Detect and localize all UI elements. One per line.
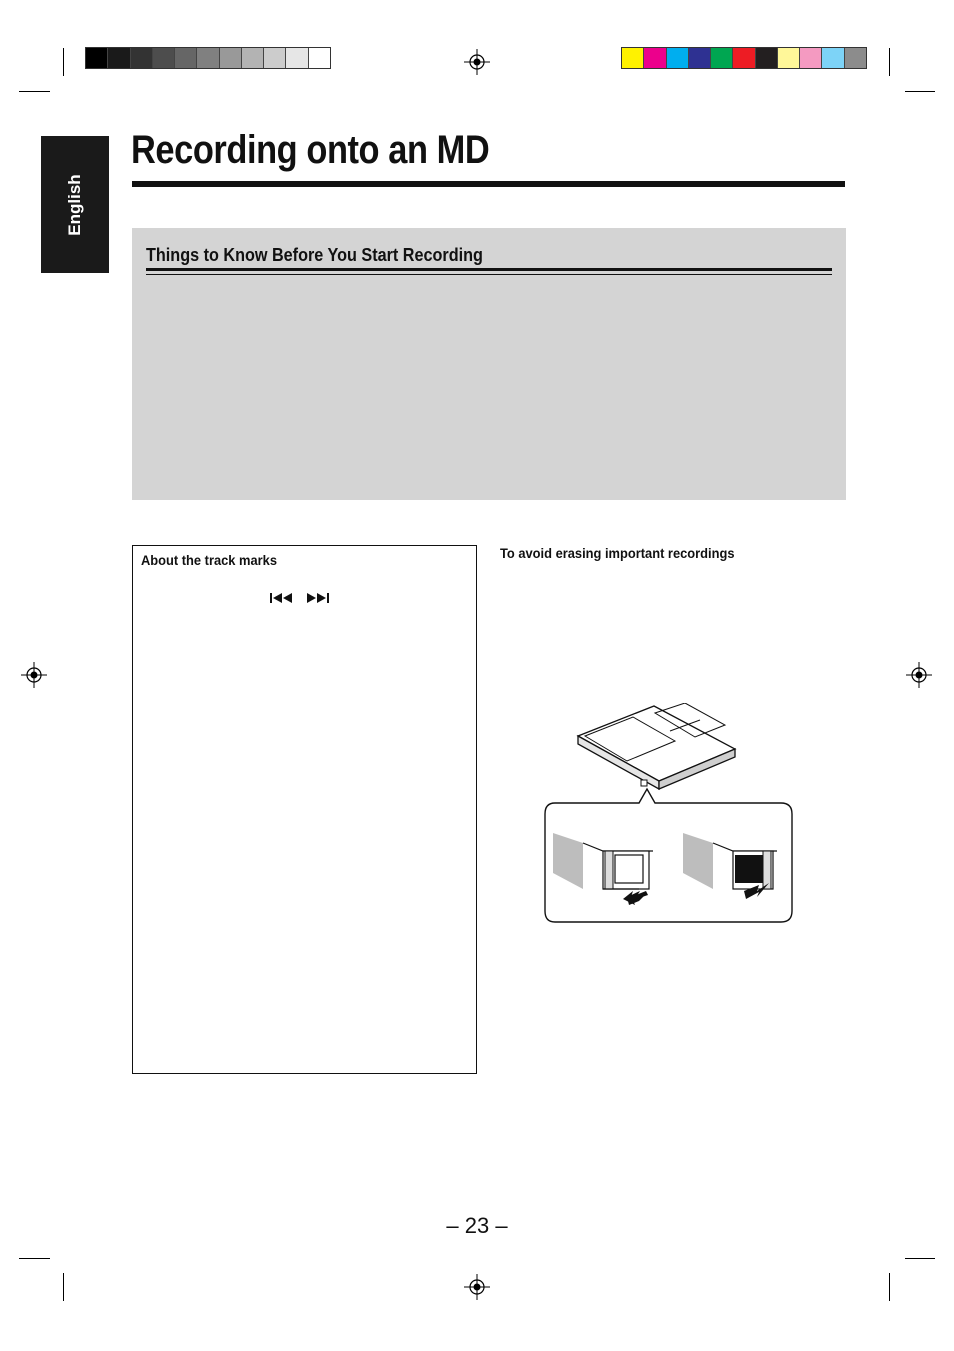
- registration-mark-icon: [464, 1274, 490, 1300]
- calibration-swatch: [644, 48, 666, 68]
- calibration-swatch: [667, 48, 689, 68]
- title-rule: [132, 181, 845, 187]
- crop-mark: [63, 48, 64, 76]
- minidisc-illustration: [575, 703, 740, 795]
- calibration-swatch: [778, 48, 800, 68]
- calibration-swatch: [86, 48, 108, 68]
- calibration-swatch: [622, 48, 644, 68]
- track-marks-heading: About the track marks: [141, 552, 278, 568]
- calibration-swatch: [845, 48, 866, 68]
- calibration-swatch: [264, 48, 286, 68]
- panel-heading-rule: [146, 268, 832, 271]
- crop-mark: [889, 48, 890, 76]
- grayscale-calibration-bar: [85, 47, 331, 69]
- calibration-swatch: [220, 48, 242, 68]
- write-protect-tab-illustration: [543, 787, 794, 924]
- calibration-swatch: [733, 48, 755, 68]
- crop-mark: [63, 1273, 64, 1301]
- language-tab-label: English: [65, 173, 84, 236]
- registration-mark-icon: [906, 662, 932, 688]
- calibration-swatch: [108, 48, 130, 68]
- calibration-swatch: [131, 48, 153, 68]
- language-tab: [41, 136, 109, 273]
- panel-heading-rule: [146, 274, 832, 275]
- page-title: Recording onto an MD: [131, 128, 490, 172]
- erase-protection-heading: To avoid erasing important recordings: [500, 545, 735, 561]
- calibration-swatch: [197, 48, 219, 68]
- calibration-swatch: [711, 48, 733, 68]
- crop-mark: [19, 1258, 50, 1259]
- track-marks-box: [132, 545, 477, 1074]
- crop-mark: [889, 1273, 890, 1301]
- calibration-swatch: [175, 48, 197, 68]
- skip-forward-icon: [306, 593, 330, 603]
- crop-mark: [905, 1258, 935, 1259]
- info-panel-heading: Things to Know Before You Start Recording: [146, 245, 483, 265]
- calibration-swatch: [689, 48, 711, 68]
- color-calibration-bar: [621, 47, 867, 69]
- crop-mark: [905, 91, 935, 92]
- registration-mark-icon: [21, 662, 47, 688]
- skip-back-icon: [270, 593, 294, 603]
- calibration-swatch: [800, 48, 822, 68]
- calibration-swatch: [286, 48, 308, 68]
- registration-mark-icon: [464, 49, 490, 75]
- crop-mark: [19, 91, 50, 92]
- calibration-swatch: [242, 48, 264, 68]
- calibration-swatch: [153, 48, 175, 68]
- calibration-swatch: [309, 48, 330, 68]
- calibration-swatch: [756, 48, 778, 68]
- calibration-swatch: [822, 48, 844, 68]
- page-number: – 23 –: [446, 1213, 508, 1238]
